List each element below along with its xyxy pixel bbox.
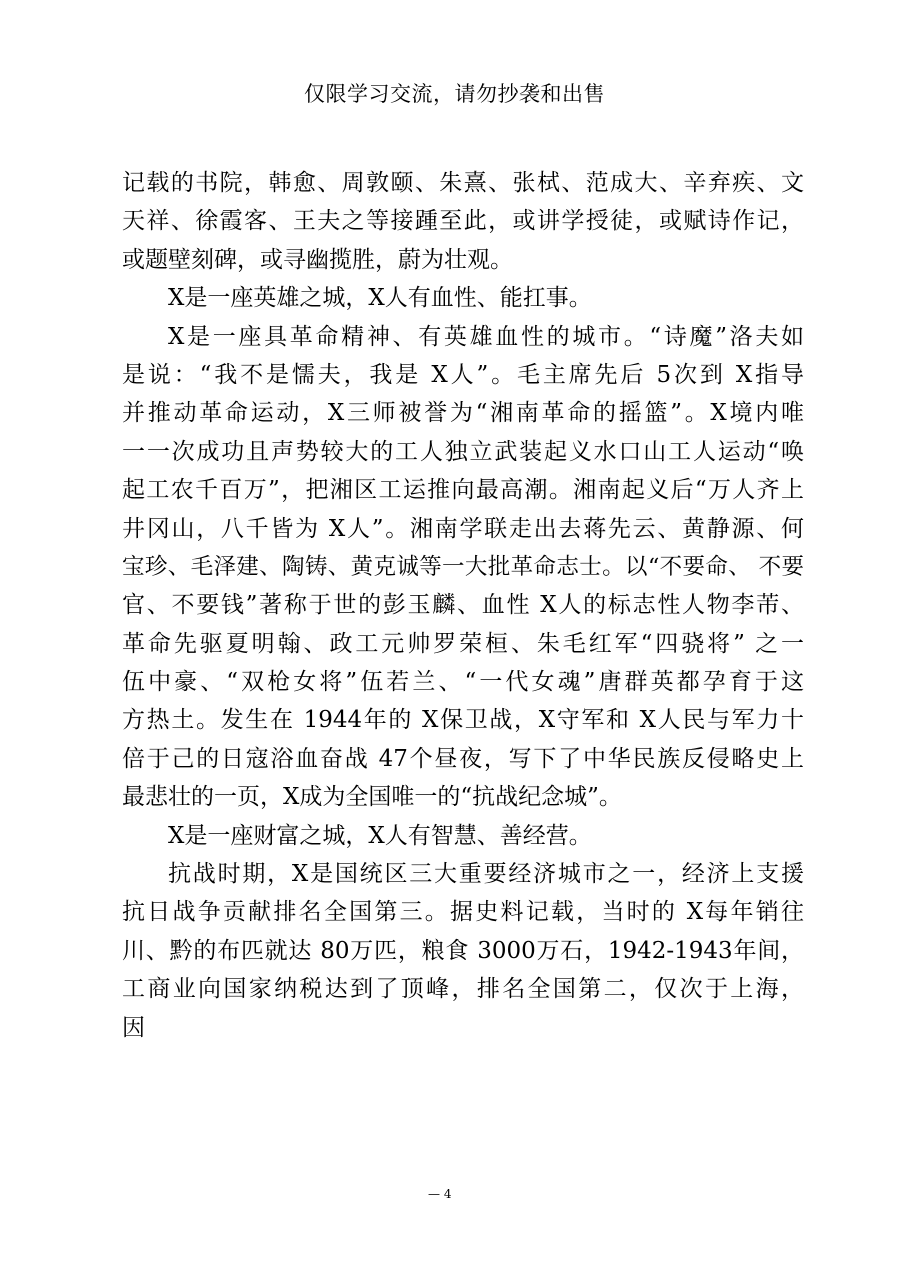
text-line: 因 <box>122 1014 145 1041</box>
text-line: X是一座英雄之城，X人有血性、能扛事。 <box>168 285 592 312</box>
text-line: 或题壁刻碑，或寻幽揽胜，蔚为壮观。 <box>122 246 513 273</box>
text-line: 伍中豪、“双枪女将”伍若兰、“一代女魂”唐群英都孕育于这 <box>122 669 804 696</box>
text-line: 一一次成功且声势较大的工人独立武装起义水口山工人运动“唤 <box>122 438 804 465</box>
text-line: 记载的书院，韩愈、周敦颐、朱熹、张栻、范成大、辛弃疾、文 <box>122 170 804 196</box>
text-line: 倍于己的日寇浴血奋战 47个昼夜，写下了中华民族反侵略史上 <box>122 745 804 772</box>
text-line: 是说：“我不是懦夫，我是 X人”。毛主席先后 5次到 X指导 <box>122 361 804 388</box>
text-line: 工商业向国家纳税达到了顶峰，排名全国第二，仅次于上海， <box>122 976 804 1003</box>
text-line: 川、黔的布匹就达 80万匹，粮食 3000万石，1942-1943年间， <box>122 937 804 964</box>
text-line: 革命先驱夏明翰、政工元帅罗荣桓、朱毛红军“四骁将” 之一 <box>122 630 804 657</box>
text-line: 抗战时期，X是国统区三大重要经济城市之一，经济上支援 <box>168 861 804 888</box>
text-line: 天祥、徐霞客、王夫之等接踵至此，或讲学授徒，或赋诗作记， <box>122 208 804 235</box>
text-line: 宝珍、毛泽建、陶铸、黄克诚等一大批革命志士。以“不要命、 不要 <box>122 553 804 580</box>
text-line: 起工农千百万”，把湘区工运推向最高潮。湘南起义后“万人齐上 <box>122 477 804 504</box>
text-line: 抗日战争贡献排名全国第三。据史料记载，当时的 X每年销往 <box>122 899 804 926</box>
text-line: 并推动革命运动，X三师被誉为“湘南革命的摇篮”。X境内唯 <box>122 400 804 427</box>
text-line: 井冈山，八千皆为 X人”。湘南学联走出去蒋先云、黄静源、何 <box>122 515 804 542</box>
body-text <box>122 164 804 1047</box>
text-line: X是一座财富之城，X人有智慧、善经营。 <box>168 822 592 849</box>
page-number: — 4 <box>428 1187 452 1201</box>
text-line: 最悲壮的一页，X成为全国唯一的“抗战纪念城”。 <box>122 784 622 811</box>
text-line: 方热土。发生在 1944年的 X保卫战，X守军和 X人民与军力十 <box>122 707 804 734</box>
text-line: X是一座具革命精神、有英雄血性的城市。“诗魔”洛夫如 <box>168 323 804 350</box>
text-line: 官、不要钱”著称于世的彭玉麟、血性 X人的标志性人物李芾、 <box>122 592 804 619</box>
page-header: 仅限学习交流，请勿抄袭和出售 <box>304 82 605 106</box>
